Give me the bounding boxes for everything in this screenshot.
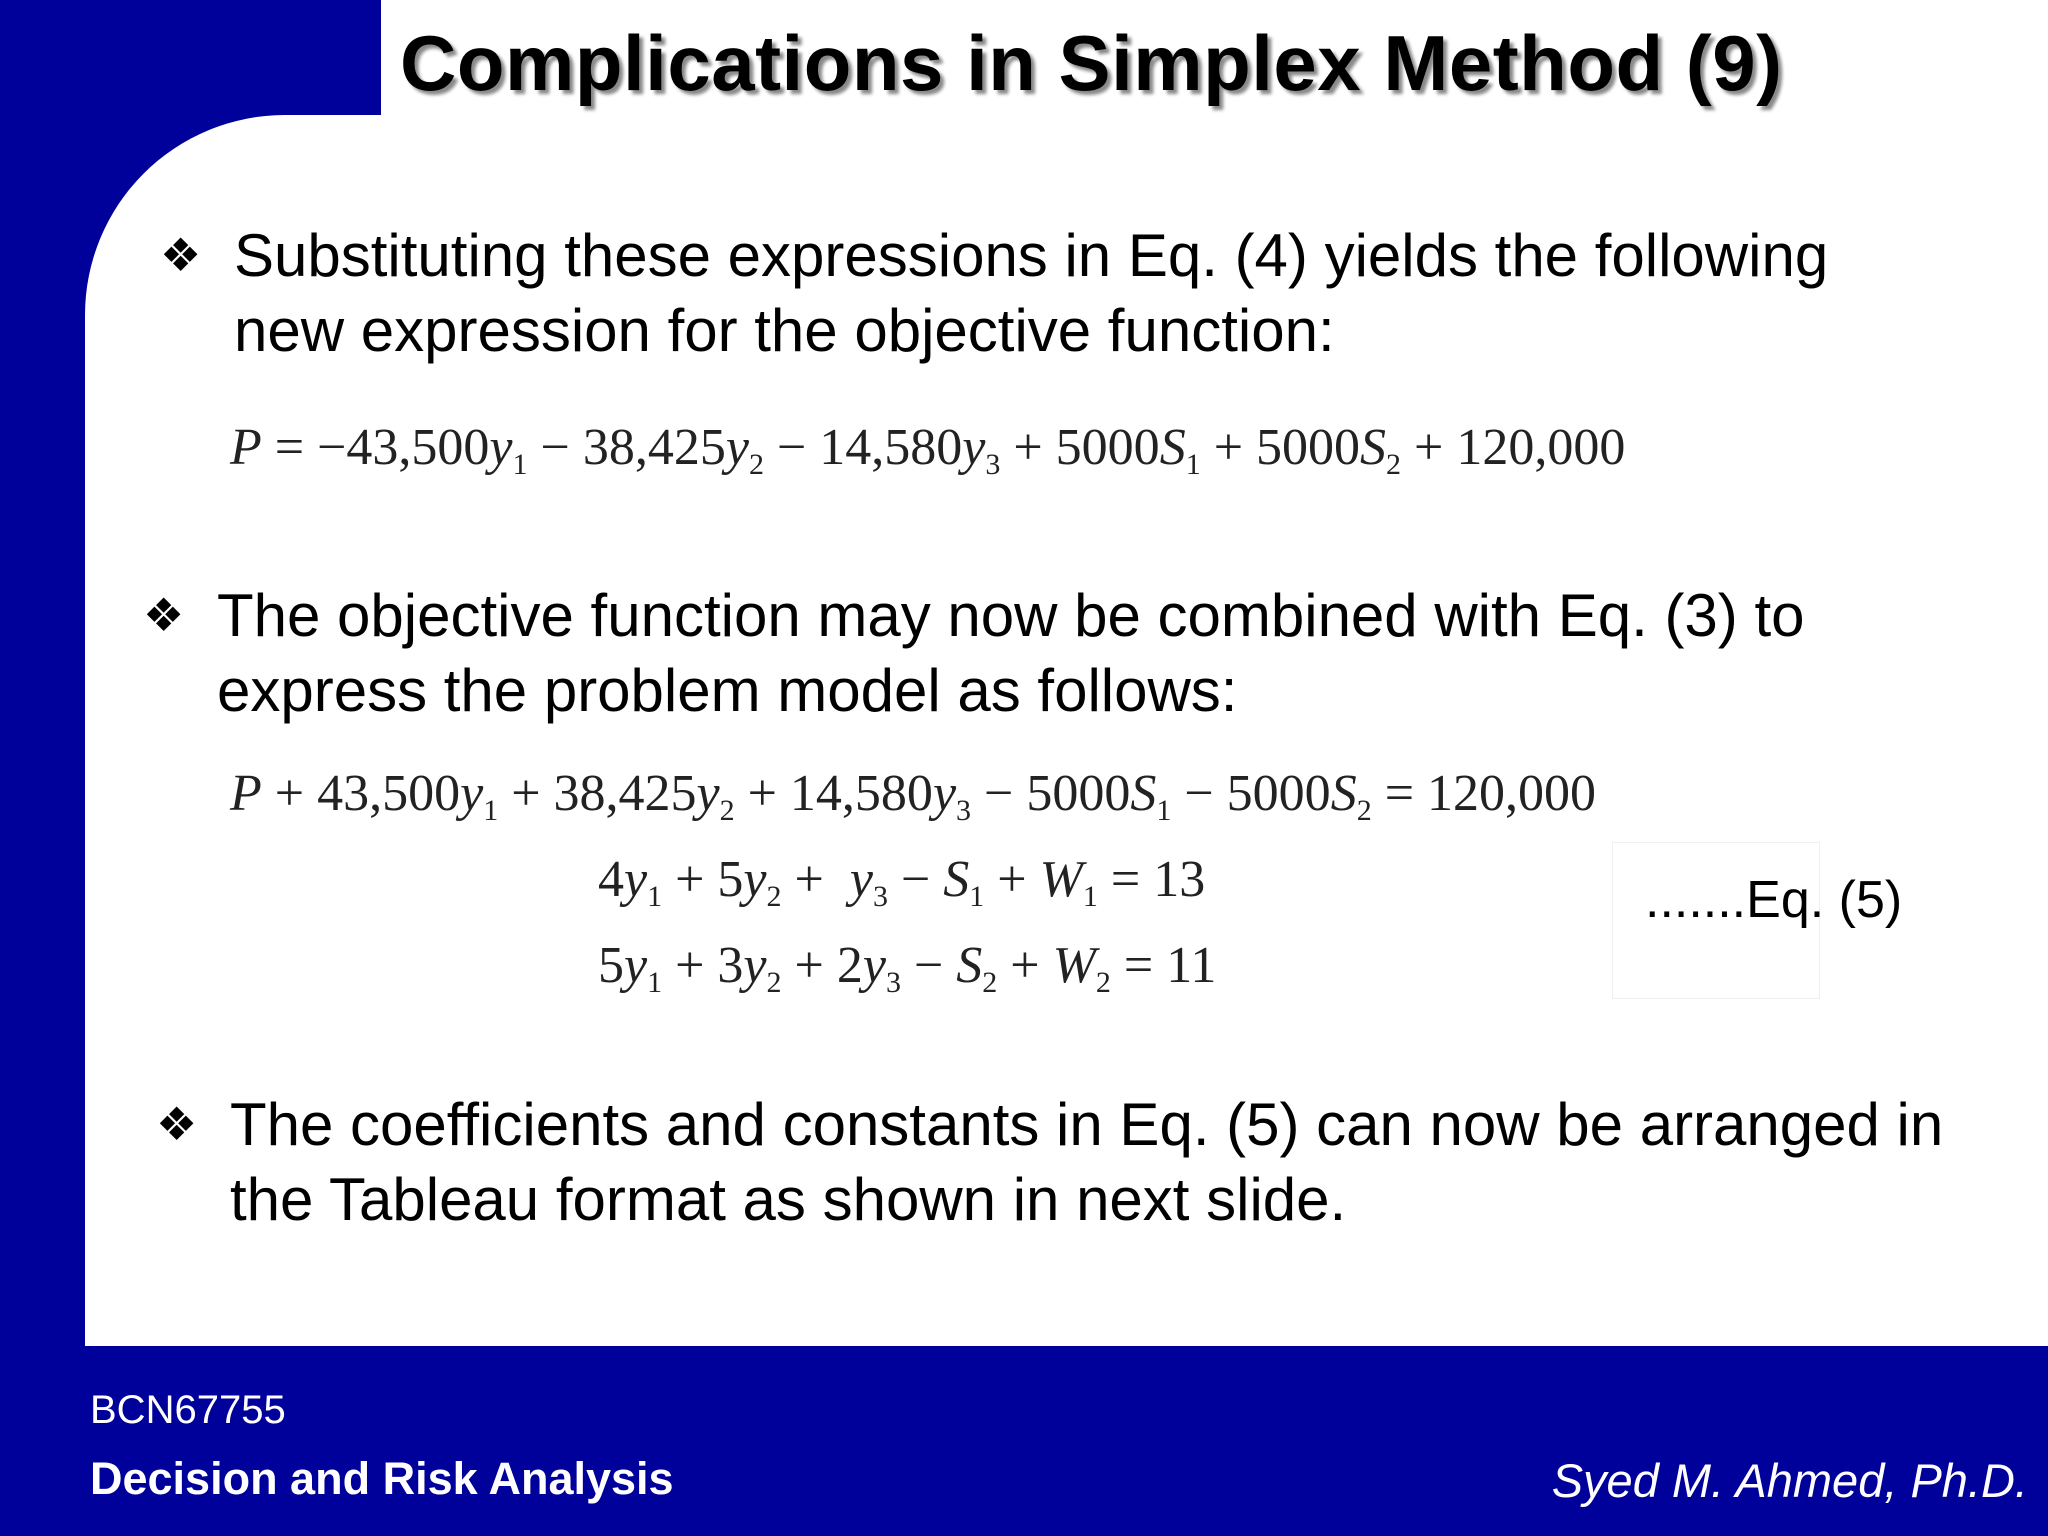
slide-title: Complications in Simplex Method (9) bbox=[400, 19, 1783, 107]
bullet-1-line-2: new expression for the objective function: bbox=[234, 297, 1335, 364]
bullet-diamond-icon: ❖ bbox=[160, 229, 202, 281]
equation-label: .......Eq. (5) bbox=[1645, 871, 1903, 929]
bullet-2-line-2: express the problem model as follows: bbox=[217, 657, 1238, 724]
bullet-3-line-2: the Tableau format as shown in next slide. bbox=[230, 1166, 1347, 1233]
top-left-frame-block bbox=[0, 0, 381, 115]
bullet-3 bbox=[156, 1087, 2036, 1237]
course-name: Decision and Risk Analysis bbox=[90, 1453, 674, 1504]
bullet-diamond-icon: ❖ bbox=[143, 589, 185, 641]
bullet-2-line-1: The objective function may now be combined with Eq. (3) to bbox=[217, 582, 1805, 649]
author-name: Syed M. Ahmed, Ph.D. bbox=[1551, 1454, 2028, 1507]
bullet-1 bbox=[160, 218, 1980, 368]
bullet-1-line-1: Substituting these expressions in Eq. (4) yields the following bbox=[234, 222, 1829, 289]
system-equation-1: $P + 43,500y_1 + 38,425y_2 + 14,580y_3 - 5000S_1 - 5000S_2 = 120,000$ bbox=[230, 765, 1597, 827]
left-frame-bar bbox=[0, 0, 85, 1536]
bullet-2 bbox=[143, 578, 1983, 728]
bullet-diamond-icon: ❖ bbox=[156, 1098, 198, 1150]
bullet-3-line-1: The coefficients and constants in Eq. (5) can now be arranged in bbox=[230, 1091, 1944, 1158]
system-equation-2: $4y_1 + 5y_2 + y_3 - S_1 + W_1 = 13$ bbox=[598, 851, 1206, 913]
course-code: BCN67755 bbox=[90, 1388, 286, 1432]
objective-equation: $P = -43,500y_1 - 38,425y_2 - 14,580y_3 + 5000S_1 + 5000S_2 + 120,000$ bbox=[230, 419, 1626, 481]
system-equation-3: $5y_1 + 3y_2 + 2y_3 - S_2 + W_2 = 11$ bbox=[598, 937, 1217, 999]
